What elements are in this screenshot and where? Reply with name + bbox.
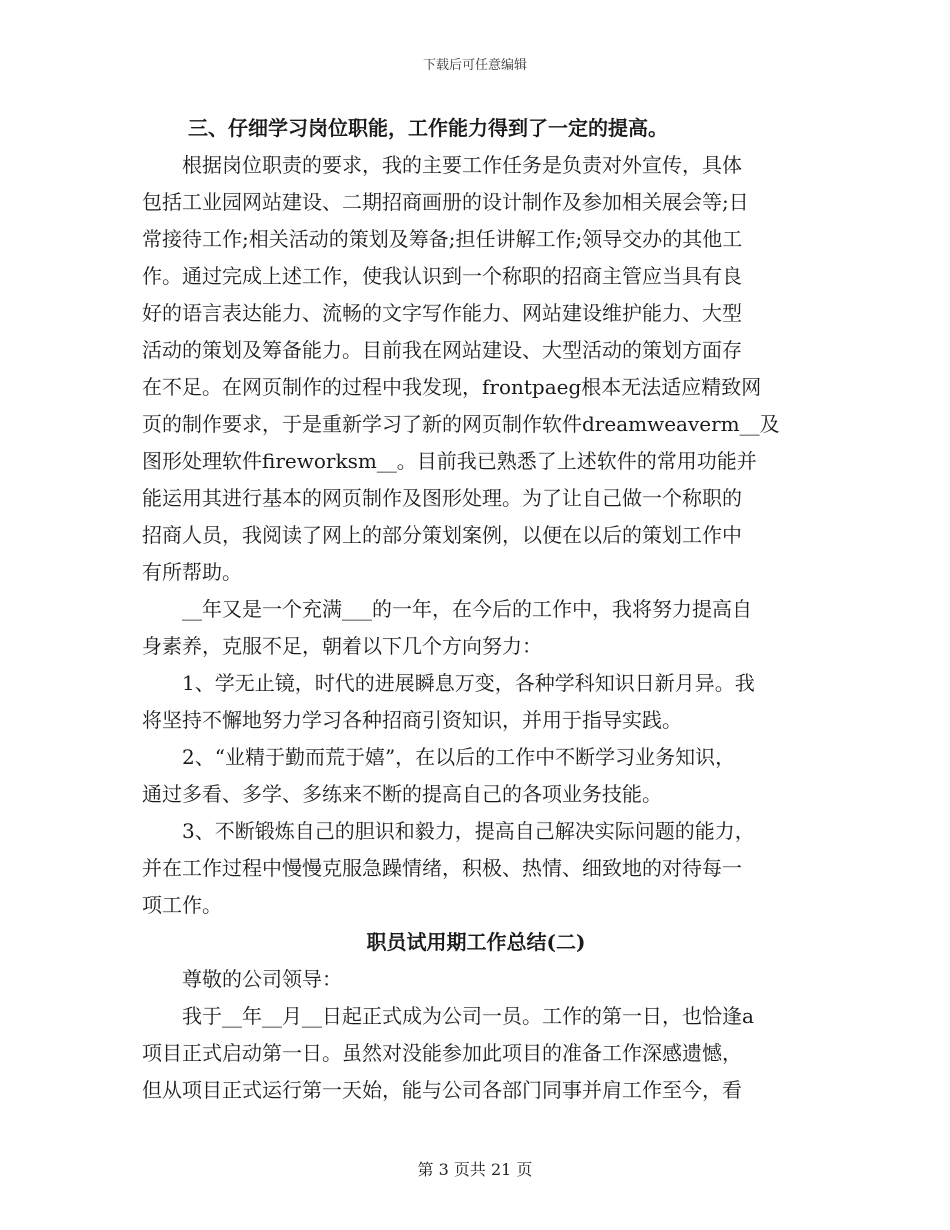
- paragraph-line: 招商人员，我阅读了网上的部分策划案例，以便在以后的策划工作中: [142, 523, 742, 547]
- document-title: 职员试用期工作总结(二): [366, 930, 586, 954]
- paragraph-line: 通过多看、多学、多练来不断的提高自己的各项业务技能。: [142, 782, 662, 806]
- paragraph-line: 并在工作过程中慢慢克服急躁情绪，积极、热情、细致地的对待每一: [142, 856, 742, 880]
- paragraph-line: 1、学无止镜，时代的进展瞬息万变，各种学科知识日新月异。我: [142, 671, 755, 695]
- paragraph-line: 活动的策划及筹备能力。目前我在网站建设、大型活动的策划方面存: [142, 338, 742, 362]
- page-number: 第 3 页共 21 页: [417, 1160, 533, 1179]
- page-header-note: 下载后可任意编辑: [422, 58, 527, 73]
- salutation: 尊敬的公司领导：: [142, 967, 342, 991]
- paragraph-line: 作。通过完成上述工作，使我认识到一个称职的招商主管应当具有良: [142, 264, 742, 288]
- paragraph-line: 项目正式启动第一日。虽然对没能参加此项目的准备工作深感遗憾，: [142, 1041, 742, 1065]
- paragraph-line: 我于__年__月__日起正式成为公司一员。工作的第一日，也恰逢a: [142, 1004, 754, 1028]
- paragraph-line: 图形处理软件fireworksm__。目前我已熟悉了上述软件的常用功能并: [142, 449, 757, 473]
- paragraph-line: 2、“业精于勤而荒于嬉”，在以后的工作中不断学习业务知识，: [142, 745, 736, 769]
- paragraph-line: 身素养，克服不足，朝着以下几个方向努力：: [142, 634, 542, 658]
- paragraph-line: 在不足。在网页制作的过程中我发现，frontpaeg根本无法适应精致网: [142, 375, 762, 399]
- section-heading: 三、仔细学习岗位职能，工作能力得到了一定的提高。: [188, 116, 668, 140]
- document-body: [142, 110, 810, 1109]
- paragraph-line: 有所帮助。: [142, 560, 242, 584]
- paragraph-line: 页的制作要求，于是重新学习了新的网页制作软件dreamweaverm__及: [142, 412, 780, 436]
- paragraph-line: 项工作。: [142, 893, 222, 917]
- paragraph-line: 常接待工作;相关活动的策划及筹备;担任讲解工作;领导交办的其他工: [142, 227, 743, 251]
- paragraph-line: 能运用其进行基本的网页制作及图形处理。为了让自己做一个称职的: [142, 486, 742, 510]
- paragraph-line: 将坚持不懈地努力学习各种招商引资知识，并用于指导实践。: [142, 708, 682, 732]
- paragraph-line: __年又是一个充满___的一年，在今后的工作中，我将努力提高自: [142, 597, 752, 621]
- paragraph-line: 根据岗位职责的要求，我的主要工作任务是负责对外宣传，具体: [142, 153, 742, 177]
- paragraph-line: 好的语言表达能力、流畅的文字写作能力、网站建设维护能力、大型: [142, 301, 742, 325]
- paragraph-line: 包括工业园网站建设、二期招商画册的设计制作及参加相关展会等;日: [142, 190, 749, 214]
- paragraph-line: 3、不断锻炼自己的胆识和毅力，提高自己解决实际问题的能力，: [142, 819, 755, 843]
- paragraph-line: 但从项目正式运行第一天始，能与公司各部门同事并肩工作至今，看: [142, 1078, 742, 1102]
